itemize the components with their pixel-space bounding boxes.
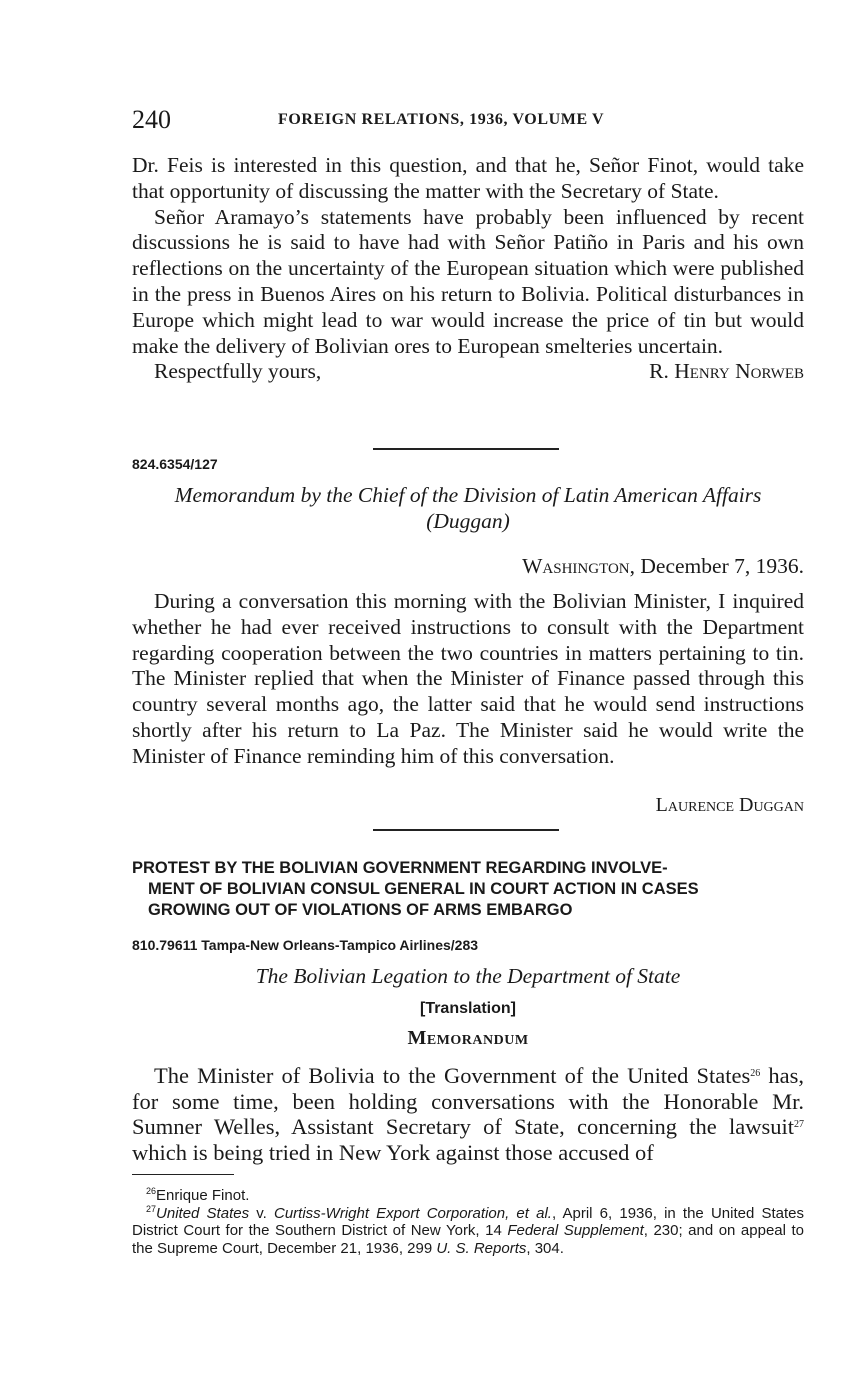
footnote-ref[interactable]: 26: [750, 1068, 761, 1079]
heading-line: PROTEST BY THE BOLIVIAN GOVERNMENT REGARDING INVOLVE-: [132, 859, 668, 877]
file-number: 810.79611 Tampa-New Orleans-Tampico Airlines/283: [132, 937, 479, 953]
signature: Laurence Duggan: [655, 794, 804, 816]
paragraph: Señor Aramayo’s statements have probably been influenced by recent discussions he is said to have had with Señor Patiño in Paris and his own reflections on the uncertainty of the European situation which were published in the press in Buenos Aires on his return to Bolivia. Political disturbances in Europe which might lead to war would increase the price of tin but would make the delivery of Bolivian ores to European smelteries uncertain.: [132, 204, 804, 358]
reporter-name: U. S. Reports: [436, 1239, 527, 1257]
page-header: [132, 105, 804, 137]
dateline-place: Washington: [522, 554, 630, 578]
footnote-ref[interactable]: 27: [794, 1119, 804, 1130]
title-line: (Duggan): [426, 509, 510, 533]
text-run: The Minister of Bolivia to the Government of the United States: [154, 1063, 751, 1088]
title-line: Memorandum by the Chief of the Division of Latin American Affairs: [174, 483, 762, 507]
section-divider: [373, 448, 559, 450]
norweb-letter-continuation: [132, 153, 804, 385]
dateline: [132, 554, 804, 579]
letter-signoff: [132, 359, 804, 385]
reporter-name: Federal Supplement: [507, 1222, 644, 1239]
party-name: Curtiss-Wright Export Corporation, et al.: [274, 1204, 552, 1222]
signature: R. Henry Norweb: [649, 359, 804, 384]
heading-line: GROWING OUT OF VIOLATIONS OF ARMS EMBARGO: [148, 901, 573, 919]
paragraph: During a conversation this morning with the Bolivian Minister, I inquired whether he had ever received instructions to consult with the Department regarding cooperation between the two countries in matters pertaining to tin. The Minister replied that when the Minister of Finance passed through this country several months ago, the latter said that he would send instructions shortly after his return to La Paz. The Minister said he would write the Minister of Finance reminding him of this conversation.: [132, 589, 804, 768]
footnote-text: , April 6, 1936, in the United States District Court for the Southern District of New York, 14: [132, 1204, 805, 1239]
footnote-text: Enrique Finot.: [156, 1187, 250, 1204]
section-divider: [373, 829, 559, 831]
footnote-text: , 304.: [526, 1239, 564, 1257]
bolivian-memorandum: [132, 1063, 804, 1165]
paragraph: Dr. Feis is interested in this question, and that he, Señor Finot, would take that opportunity of discussing the matter with the Secretary of State.: [132, 153, 804, 203]
page-number: 240: [132, 105, 171, 134]
footnote: [132, 1187, 804, 1205]
heading-line: MENT OF BOLIVIAN CONSUL GENERAL IN COURT ACTION IN CASES: [148, 880, 699, 898]
footnote-text: , 230; and on appeal to the Supreme Court, December 21, 1936, 299: [132, 1222, 804, 1257]
complimentary-close: Respectfully yours,: [154, 359, 322, 384]
translation-note: [Translation]: [419, 1000, 516, 1017]
footnotes: [132, 1187, 804, 1257]
memorandum-heading: Memorandum: [407, 1027, 529, 1049]
document-title: The Bolivian Legation to the Department of State: [255, 964, 681, 988]
document-title: [132, 482, 804, 534]
footnote-divider: [132, 1174, 234, 1175]
footnote-mark: 26: [146, 1186, 157, 1196]
footnote-text: v.: [249, 1204, 274, 1222]
paragraph: [132, 1063, 804, 1165]
dateline-date: , December 7, 1936.: [629, 554, 804, 578]
case-name: United States: [156, 1204, 250, 1222]
footnote-mark: 27: [146, 1203, 157, 1214]
text-run: which is being tried in New York against those accused of: [132, 1139, 654, 1165]
file-number: 824.6354/127: [132, 456, 218, 472]
section-heading: [132, 858, 804, 921]
running-head: FOREIGN RELATIONS, 1936, VOLUME V: [278, 111, 605, 128]
text-run: has, for some time, been holding conversations with the Honorable Mr. Sumner Welles, Assistant Secretary of State, concerning the lawsuit: [132, 1063, 805, 1139]
duggan-memorandum: [132, 589, 804, 770]
footnote: [132, 1205, 804, 1258]
